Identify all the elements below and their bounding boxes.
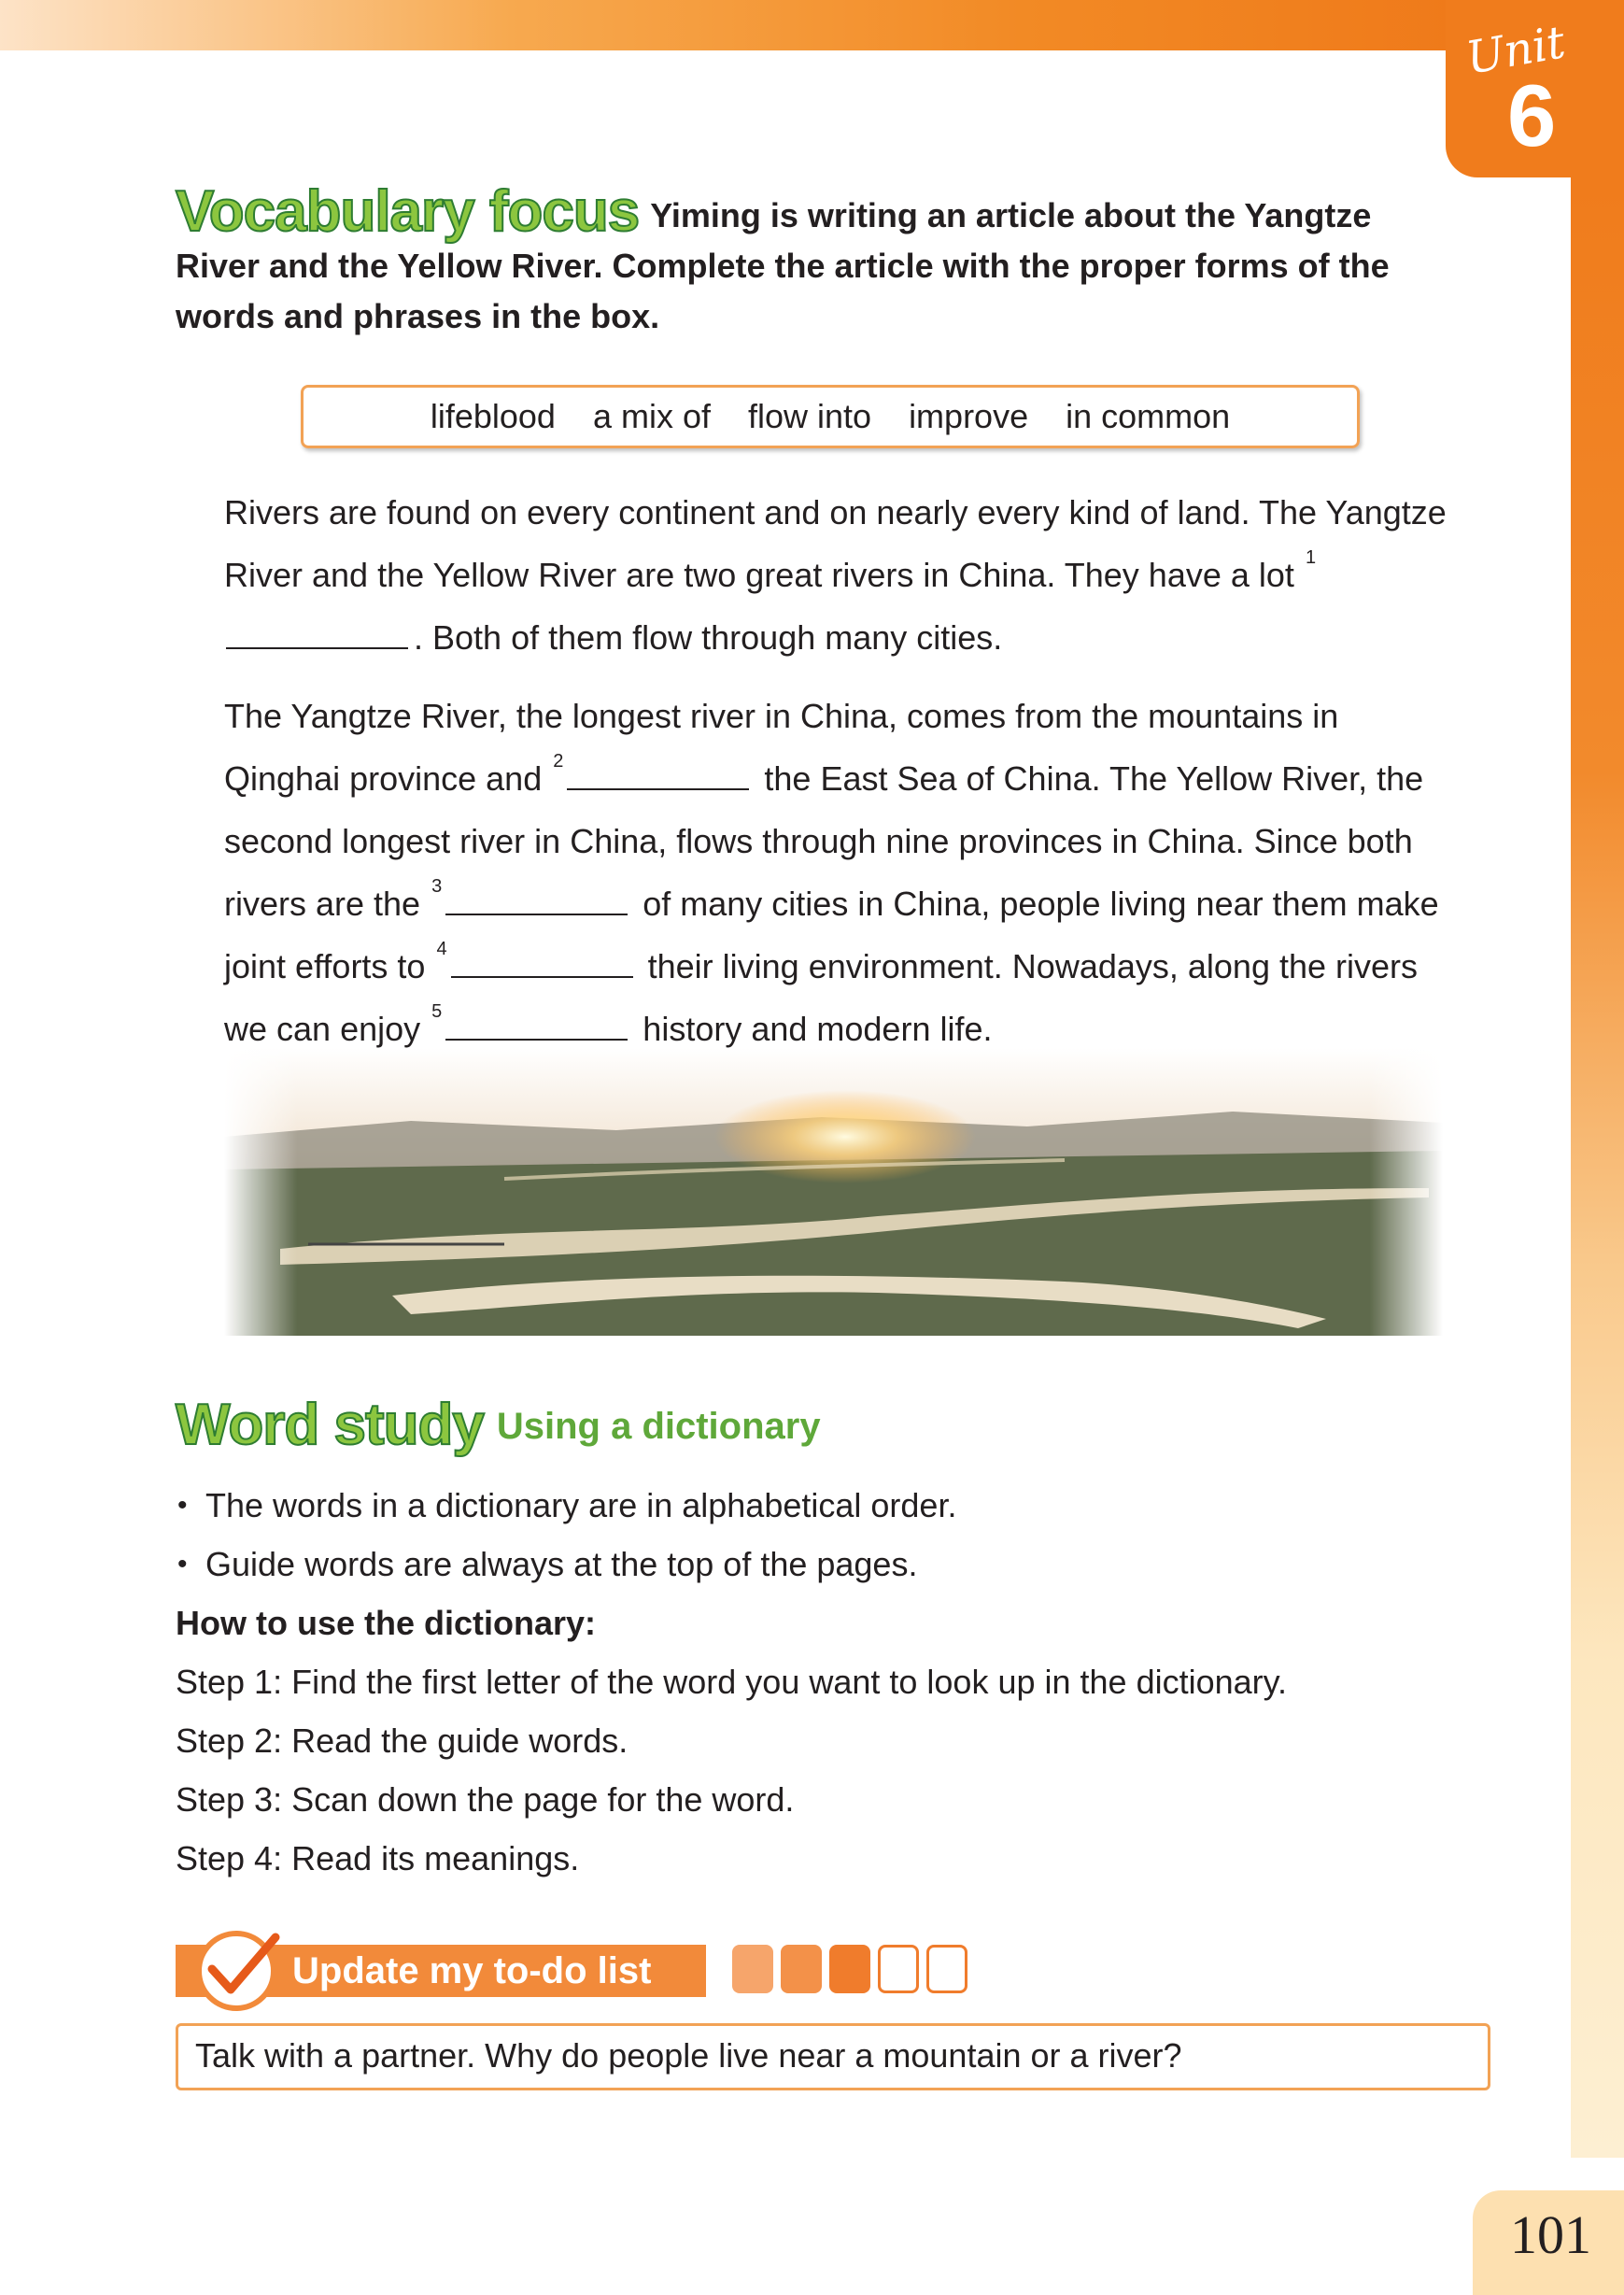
progress-box — [781, 1945, 822, 1993]
dictionary-steps — [176, 1594, 1287, 1888]
word-box-item: flow into — [747, 397, 872, 435]
side-strip — [1571, 177, 1624, 2158]
article-text: history and modern life. — [643, 1010, 993, 1048]
todo-label: Update my to-do list — [292, 1950, 652, 1991]
top-banner — [0, 0, 1457, 50]
blank-number: 4 — [436, 939, 447, 959]
article-text: their living environment. Nowadays, along the rivers we can enjoy — [224, 947, 1419, 1048]
article-text: the East Sea of China. The Yellow River, the second longest river in China, flows through nine provinces in China. Since both rivers are the — [224, 759, 1424, 923]
progress-box — [878, 1945, 919, 1993]
unit-label: Unit — [1462, 16, 1570, 85]
word-study-header — [176, 1392, 821, 1458]
page-number-box — [1473, 2190, 1624, 2295]
article-text: The Yangtze River, the longest river in China, comes from the mountains in Qinghai province and — [224, 697, 1339, 798]
how-to-heading: How to use the dictionary: — [176, 1604, 597, 1642]
vocabulary-heading: Vocabulary focus — [176, 179, 640, 244]
progress-box — [829, 1945, 870, 1993]
bullet-item: • Guide words are always at the top of the pages. — [176, 1535, 956, 1594]
article-paragraph-2 — [224, 685, 1457, 1060]
word-study-subheading: Using a dictionary — [496, 1406, 821, 1447]
word-box-item: a mix of — [592, 397, 711, 435]
vocabulary-intro — [176, 179, 1446, 342]
vocabulary-instructions: Yiming is writing an article about the Yangtze River and the Yellow River. Complete the article with the proper forms of the words and phrases in the box. — [176, 196, 1390, 335]
word-box-item: improve — [909, 397, 1029, 435]
river-sunset-photo — [224, 1048, 1443, 1336]
progress-box — [732, 1945, 773, 1993]
word-box — [301, 385, 1360, 448]
word-box-item: lifeblood — [430, 397, 556, 435]
blank-4[interactable] — [451, 948, 633, 978]
article-text: of many cities in China, people living near them make joint efforts to — [224, 885, 1439, 985]
step-item: Step 1: Find the first letter of the word you want to look up in the dictionary. — [176, 1663, 1287, 1701]
progress-boxes — [732, 1945, 967, 1993]
unit-tab — [1446, 0, 1624, 177]
blank-number: 5 — [431, 1001, 443, 1022]
blank-number: 3 — [431, 876, 443, 897]
progress-box — [926, 1945, 967, 1993]
unit-number: 6 — [1507, 66, 1557, 164]
blank-2[interactable] — [567, 760, 749, 790]
article-paragraph-1 — [224, 481, 1457, 669]
blank-3[interactable] — [445, 885, 628, 915]
word-study-heading: Word study — [176, 1393, 484, 1457]
step-item: Step 2: Read the guide words. — [176, 1721, 628, 1760]
blank-number: 2 — [553, 751, 564, 772]
blank-1[interactable] — [226, 619, 408, 649]
word-box-item: in common — [1066, 397, 1231, 435]
step-item: Step 3: Scan down the page for the word. — [176, 1780, 795, 1819]
article-text: . Both of them flow through many cities. — [414, 618, 1003, 657]
bullet-item: • The words in a dictionary are in alphabetical order. — [176, 1476, 956, 1535]
page-number: 101 — [1510, 2204, 1591, 2265]
step-item: Step 4: Read its meanings. — [176, 1839, 580, 1877]
article-text: Rivers are found on every continent and on nearly every kind of land. The Yangtze River and the Yellow River are two great rivers in China. They have a lot — [224, 493, 1447, 594]
blank-number: 1 — [1305, 547, 1317, 568]
word-study-bullets — [176, 1476, 956, 1594]
blank-5[interactable] — [445, 1011, 628, 1041]
checkmark-icon — [191, 1920, 285, 2014]
discussion-prompt: Talk with a partner. Why do people live near a mountain or a river? — [176, 2023, 1490, 2090]
